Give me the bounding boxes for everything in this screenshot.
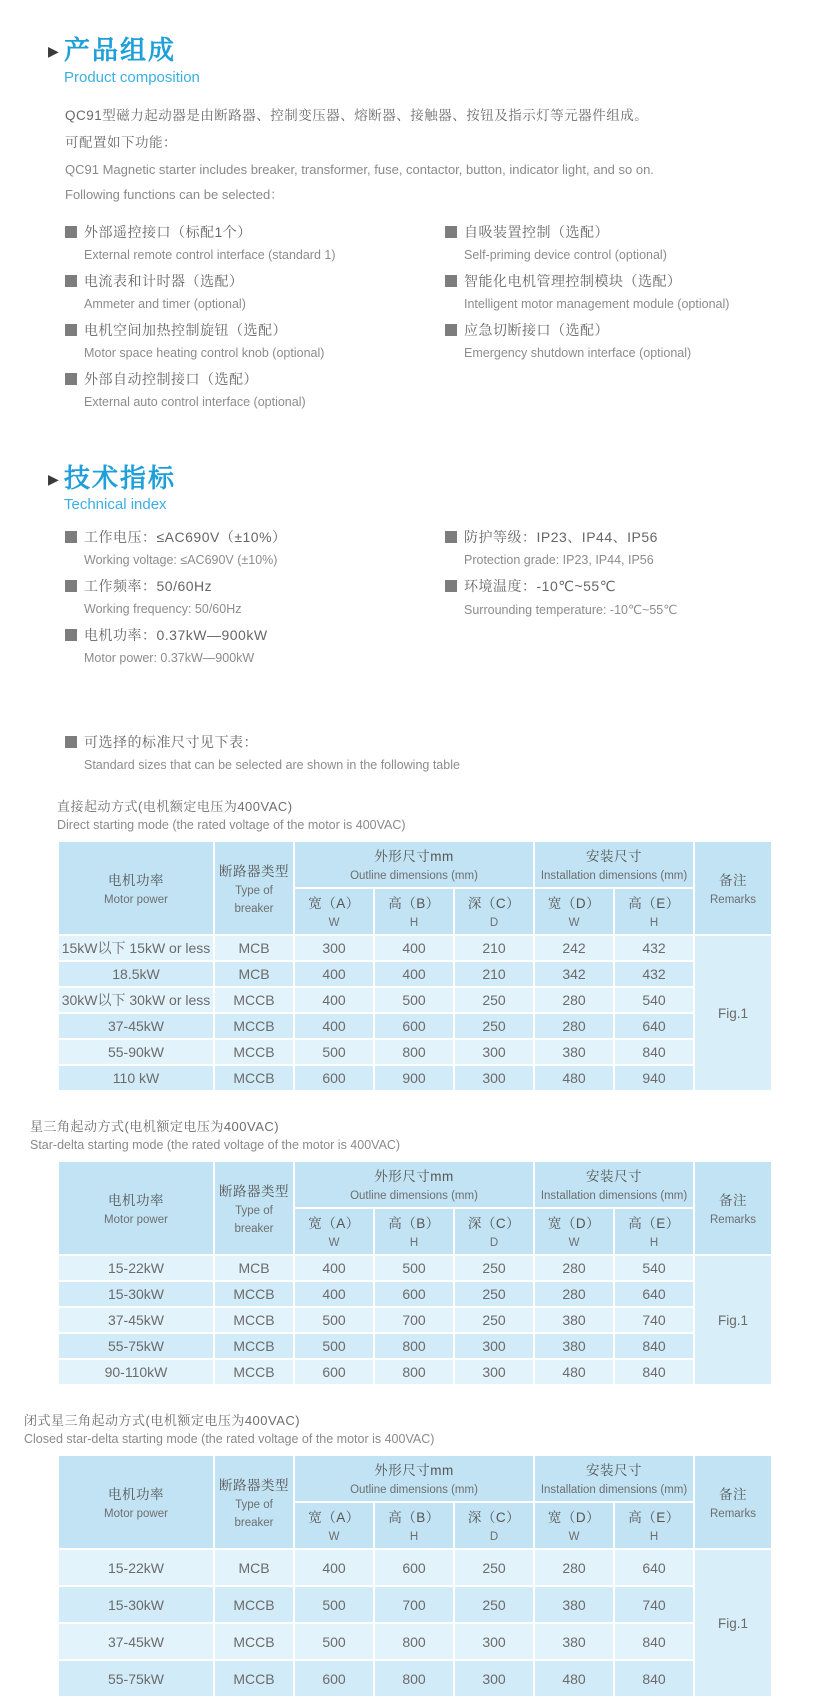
table-cell: 55-75kW <box>58 1333 214 1359</box>
feature-label-en: Emergency shutdown interface (optional) <box>464 345 692 360</box>
table-cell: 250 <box>454 1549 534 1586</box>
table-cell: 432 <box>614 961 694 987</box>
col-subheader-dimension: 深（C） D <box>454 1208 534 1255</box>
table-cell: 242 <box>534 935 614 961</box>
table-cell: 500 <box>294 1039 374 1065</box>
feature-label-zh: 电机空间加热控制旋钮（选配） <box>65 320 445 340</box>
feature-label-zh: 智能化电机管理控制模块（选配） <box>445 271 785 291</box>
feature-label-zh: 自吸装置控制（选配） <box>445 222 785 242</box>
spec-column-right <box>445 527 785 674</box>
remark-cell: Fig.1 <box>694 1255 772 1385</box>
section-technical-index-heading <box>48 464 802 493</box>
triangle-bullet-icon: ▶ <box>48 43 59 59</box>
table-row <box>58 1660 772 1697</box>
table-block-star-delta <box>30 1116 802 1386</box>
table-block-direct-starting <box>48 796 802 1092</box>
feature-item <box>65 271 445 311</box>
spec-columns <box>65 527 802 674</box>
table-cell: 840 <box>614 1623 694 1660</box>
note-en: Standard sizes that can be selected are shown in the following table <box>84 758 460 773</box>
table-cell: 600 <box>374 1013 454 1039</box>
col-subheader-dimension: 宽（D） W <box>534 888 614 935</box>
col-subheader-dimension: 高（E） H <box>614 1208 694 1255</box>
square-bullet-icon <box>65 275 77 287</box>
table-cell: 210 <box>454 961 534 987</box>
col-header-remarks: 备注 Remarks <box>694 841 772 935</box>
table-cell: 740 <box>614 1307 694 1333</box>
table-cell: 280 <box>534 1013 614 1039</box>
table-header <box>58 1161 772 1255</box>
table-title-en: Star-delta starting mode (the rated voltage of the motor is 400VAC) <box>30 1138 401 1153</box>
col-subheader-dimension: 高（B） H <box>374 888 454 935</box>
col-header-remarks: 备注 Remarks <box>694 1161 772 1255</box>
table-row <box>58 1333 772 1359</box>
square-bullet-icon <box>65 324 77 336</box>
spec-label-zh: 电机功率：0.37kW—900kW <box>65 625 445 645</box>
table-row <box>58 1065 772 1091</box>
table-cell: 342 <box>534 961 614 987</box>
table-cell: 800 <box>374 1660 454 1697</box>
col-subheader-dimension: 宽（D） W <box>534 1208 614 1255</box>
paragraph: Following functions can be selected： <box>65 187 284 203</box>
col-subheader-dimension: 宽（A） W <box>294 888 374 935</box>
table-cell: 400 <box>294 1255 374 1281</box>
spec-label-zh: 工作频率：50/60Hz <box>65 576 445 596</box>
table-cell: MCCB <box>214 1013 294 1039</box>
feature-item <box>65 222 445 262</box>
feature-label-zh: 外部自动控制接口（选配） <box>65 369 445 389</box>
col-header-breaker-type: 断路器类型 Type of breaker <box>214 1161 294 1255</box>
table-cell: 600 <box>294 1660 374 1697</box>
table-cell: 110 kW <box>58 1065 214 1091</box>
col-group-installation-dimensions: 安装尺寸 Installation dimensions (mm) <box>534 841 694 888</box>
table-row <box>58 1359 772 1385</box>
spec-item <box>65 576 445 616</box>
spec-label-zh: 环境温度：-10℃~55℃ <box>445 576 785 596</box>
col-subheader-dimension: 高（E） H <box>614 1502 694 1549</box>
remark-cell: Fig.1 <box>694 1549 772 1697</box>
spec-item <box>445 576 785 617</box>
table-cell: 480 <box>534 1660 614 1697</box>
square-bullet-icon <box>445 324 457 336</box>
square-bullet-icon <box>65 736 77 748</box>
col-header-breaker-type: 断路器类型 Type of breaker <box>214 841 294 935</box>
square-bullet-icon <box>445 531 457 543</box>
table-cell: 600 <box>374 1281 454 1307</box>
table-cell: 55-75kW <box>58 1660 214 1697</box>
table-cell: MCCB <box>214 987 294 1013</box>
feature-label-en: External auto control interface (optional) <box>84 394 306 409</box>
table-row <box>58 1586 772 1623</box>
feature-label-zh: 应急切断接口（选配） <box>445 320 785 340</box>
feature-column-right <box>445 222 785 418</box>
table-cell: 380 <box>534 1586 614 1623</box>
dimensions-table-closed-star-delta <box>57 1454 773 1698</box>
table-cell: 480 <box>534 1065 614 1091</box>
table-cell: 280 <box>534 1255 614 1281</box>
table-cell: 300 <box>294 935 374 961</box>
table-cell: 15-22kW <box>58 1549 214 1586</box>
table-cell: MCB <box>214 935 294 961</box>
feature-label-zh: 外部遥控接口（标配1个） <box>65 222 445 242</box>
col-group-installation-dimensions: 安装尺寸 Installation dimensions (mm) <box>534 1161 694 1208</box>
feature-column-left <box>65 222 445 418</box>
table-cell: MCCB <box>214 1586 294 1623</box>
section-title-en: Product composition <box>64 68 200 86</box>
table-cell: MCCB <box>214 1065 294 1091</box>
table-cell: 250 <box>454 1307 534 1333</box>
note-zh: 可选择的标准尺寸见下表： <box>65 732 802 752</box>
dimensions-table-direct <box>57 840 773 1092</box>
table-cell: 280 <box>534 987 614 1013</box>
spec-label-en: Surrounding temperature: -10℃~55℃ <box>464 603 678 618</box>
col-subheader-dimension: 高（B） H <box>374 1208 454 1255</box>
table-cell: 37-45kW <box>58 1623 214 1660</box>
table-row <box>58 987 772 1013</box>
table-cell: 55-90kW <box>58 1039 214 1065</box>
paragraph: 可配置如下功能： <box>65 135 177 151</box>
table-cell: 15-22kW <box>58 1255 214 1281</box>
table-header <box>58 841 772 935</box>
table-cell: 900 <box>374 1065 454 1091</box>
col-header-remarks: 备注 Remarks <box>694 1455 772 1549</box>
composition-paragraphs <box>65 102 802 208</box>
table-cell: 400 <box>294 987 374 1013</box>
table-title-zh: 直接起动方式(电机额定电压为400VAC) <box>57 799 293 815</box>
table-cell: 18.5kW <box>58 961 214 987</box>
table-cell: 210 <box>454 935 534 961</box>
table-cell: 432 <box>614 935 694 961</box>
table-cell: 640 <box>614 1013 694 1039</box>
section-product-composition-heading <box>48 36 802 65</box>
spec-column-left <box>65 527 445 674</box>
table-cell: 250 <box>454 1255 534 1281</box>
feature-item <box>65 369 445 409</box>
table-cell: MCCB <box>214 1039 294 1065</box>
table-cell: 15kW以下 15kW or less <box>58 935 214 961</box>
table-cell: 300 <box>454 1333 534 1359</box>
table-cell: 400 <box>374 935 454 961</box>
col-subheader-dimension: 宽（A） W <box>294 1502 374 1549</box>
table-cell: 380 <box>534 1623 614 1660</box>
table-row <box>58 1307 772 1333</box>
col-subheader-dimension: 宽（A） W <box>294 1208 374 1255</box>
table-cell: 90-110kW <box>58 1359 214 1385</box>
table-row <box>58 1281 772 1307</box>
col-subheader-dimension: 高（E） H <box>614 888 694 935</box>
table-cell: 15-30kW <box>58 1281 214 1307</box>
table-cell: 400 <box>374 961 454 987</box>
table-cell: 500 <box>374 987 454 1013</box>
spec-item <box>445 527 785 567</box>
table-cell: 300 <box>454 1065 534 1091</box>
table-row <box>58 1039 772 1065</box>
square-bullet-icon <box>65 629 77 641</box>
table-block-closed-star-delta <box>24 1410 802 1698</box>
square-bullet-icon <box>65 373 77 385</box>
table-cell: 500 <box>294 1307 374 1333</box>
table-cell: 600 <box>294 1359 374 1385</box>
spec-label-en: Working frequency: 50/60Hz <box>84 602 242 617</box>
dimensions-table-star-delta <box>57 1160 773 1386</box>
table-cell: MCCB <box>214 1359 294 1385</box>
table-row <box>58 1255 772 1281</box>
table-cell: 600 <box>294 1065 374 1091</box>
standard-sizes-note <box>65 732 802 772</box>
table-cell: 500 <box>294 1623 374 1660</box>
spec-label-en: Working voltage: ≤AC690V (±10%) <box>84 553 278 568</box>
table-cell: 700 <box>374 1307 454 1333</box>
table-cell: 300 <box>454 1660 534 1697</box>
table-cell: 400 <box>294 1281 374 1307</box>
table-cell: 700 <box>374 1586 454 1623</box>
col-header-motor-power: 电机功率 Motor power <box>58 1161 214 1255</box>
table-cell: 480 <box>534 1359 614 1385</box>
feature-item <box>65 320 445 360</box>
table-cell: 30kW以下 30kW or less <box>58 987 214 1013</box>
table-cell: 400 <box>294 961 374 987</box>
spec-item <box>65 625 445 665</box>
table-cell: MCB <box>214 1255 294 1281</box>
table-cell: 840 <box>614 1039 694 1065</box>
table-cell: 500 <box>374 1255 454 1281</box>
table-cell: 280 <box>534 1281 614 1307</box>
table-cell: 37-45kW <box>58 1013 214 1039</box>
table-cell: 640 <box>614 1281 694 1307</box>
table-cell: 640 <box>614 1549 694 1586</box>
col-group-installation-dimensions: 安装尺寸 Installation dimensions (mm) <box>534 1455 694 1502</box>
section-title-zh: 技术指标 <box>64 462 177 493</box>
table-cell: 380 <box>534 1039 614 1065</box>
square-bullet-icon <box>65 226 77 238</box>
feature-item <box>445 271 785 311</box>
col-group-outline-dimensions: 外形尺寸mm Outline dimensions (mm) <box>294 1455 534 1502</box>
feature-label-zh: 电流表和计时器（选配） <box>65 271 445 291</box>
table-cell: 540 <box>614 987 694 1013</box>
table-cell: MCB <box>214 961 294 987</box>
table-cell: 500 <box>294 1333 374 1359</box>
square-bullet-icon <box>65 531 77 543</box>
table-cell: 380 <box>534 1333 614 1359</box>
table-cell: MCCB <box>214 1307 294 1333</box>
col-header-motor-power: 电机功率 Motor power <box>58 1455 214 1549</box>
spec-label-en: Protection grade: IP23, IP44, IP56 <box>464 553 654 568</box>
table-cell: 300 <box>454 1039 534 1065</box>
table-cell: 250 <box>454 1586 534 1623</box>
table-cell: MCCB <box>214 1623 294 1660</box>
spec-label-zh: 工作电压：≤AC690V（±10%） <box>65 527 445 547</box>
col-header-breaker-type: 断路器类型 Type of breaker <box>214 1455 294 1549</box>
table-cell: MCB <box>214 1549 294 1586</box>
table-title-zh: 星三角起动方式(电机额定电压为400VAC) <box>30 1119 280 1135</box>
feature-label-en: Motor space heating control knob (optional) <box>84 345 325 360</box>
table-row <box>58 1623 772 1660</box>
triangle-bullet-icon: ▶ <box>48 470 59 487</box>
col-subheader-dimension: 宽（D） W <box>534 1502 614 1549</box>
table-cell: 15-30kW <box>58 1586 214 1623</box>
col-subheader-dimension: 高（B） H <box>374 1502 454 1549</box>
table-cell: MCCB <box>214 1281 294 1307</box>
feature-columns <box>65 222 802 418</box>
table-cell: 740 <box>614 1586 694 1623</box>
table-cell: 800 <box>374 1623 454 1660</box>
feature-item <box>445 222 785 262</box>
table-row <box>58 1549 772 1586</box>
col-group-outline-dimensions: 外形尺寸mm Outline dimensions (mm) <box>294 841 534 888</box>
square-bullet-icon <box>445 275 457 287</box>
table-cell: 400 <box>294 1013 374 1039</box>
table-cell: 800 <box>374 1359 454 1385</box>
table-row <box>58 1013 772 1039</box>
section-title-zh: 产品组成 <box>64 35 177 65</box>
col-subheader-dimension: 深（C） D <box>454 888 534 935</box>
table-cell: 540 <box>614 1255 694 1281</box>
feature-item <box>445 320 785 360</box>
table-cell: 840 <box>614 1333 694 1359</box>
table-cell: MCCB <box>214 1660 294 1697</box>
table-cell: 37-45kW <box>58 1307 214 1333</box>
feature-label-en: Self-priming device control (optional) <box>464 247 667 262</box>
spec-label-en: Motor power: 0.37kW—900kW <box>84 651 255 666</box>
spec-item <box>65 527 445 567</box>
paragraph: QC91 Magnetic starter includes breaker, transformer, fuse, contactor, button, indicator light, and so on. <box>65 161 654 177</box>
table-cell: 300 <box>454 1359 534 1385</box>
square-bullet-icon <box>65 580 77 592</box>
table-cell: 600 <box>374 1549 454 1586</box>
table-cell: MCCB <box>214 1333 294 1359</box>
table-cell: 800 <box>374 1039 454 1065</box>
table-cell: 500 <box>294 1586 374 1623</box>
table-cell: 840 <box>614 1359 694 1385</box>
table-cell: 280 <box>534 1549 614 1586</box>
feature-label-en: Intelligent motor management module (optional) <box>464 296 730 311</box>
table-cell: 400 <box>294 1549 374 1586</box>
spec-label-zh: 防护等级：IP23、IP44、IP56 <box>445 527 785 547</box>
feature-label-en: Ammeter and timer (optional) <box>84 296 246 311</box>
table-cell: 840 <box>614 1660 694 1697</box>
table-title-en: Closed star-delta starting mode (the rated voltage of the motor is 400VAC) <box>24 1432 435 1447</box>
square-bullet-icon <box>445 580 457 592</box>
table-title-en: Direct starting mode (the rated voltage of the motor is 400VAC) <box>57 818 406 833</box>
paragraph: QC91型磁力起动器是由断路器、控制变压器、熔断器、接触器、按钮及指示灯等元器件组成。 <box>65 107 649 123</box>
remark-cell: Fig.1 <box>694 935 772 1091</box>
table-cell: 300 <box>454 1623 534 1660</box>
section-title-en: Technical index <box>64 496 167 514</box>
feature-label-en: External remote control interface (standard 1) <box>84 247 336 262</box>
table-cell: 800 <box>374 1333 454 1359</box>
table-header <box>58 1455 772 1549</box>
table-cell: 250 <box>454 1281 534 1307</box>
table-cell: 380 <box>534 1307 614 1333</box>
table-row <box>58 961 772 987</box>
square-bullet-icon <box>445 226 457 238</box>
col-group-outline-dimensions: 外形尺寸mm Outline dimensions (mm) <box>294 1161 534 1208</box>
col-subheader-dimension: 深（C） D <box>454 1502 534 1549</box>
table-cell: 250 <box>454 1013 534 1039</box>
table-cell: 940 <box>614 1065 694 1091</box>
table-row <box>58 935 772 961</box>
table-cell: 250 <box>454 987 534 1013</box>
col-header-motor-power: 电机功率 Motor power <box>58 841 214 935</box>
table-title-zh: 闭式星三角起动方式(电机额定电压为400VAC) <box>24 1413 301 1429</box>
